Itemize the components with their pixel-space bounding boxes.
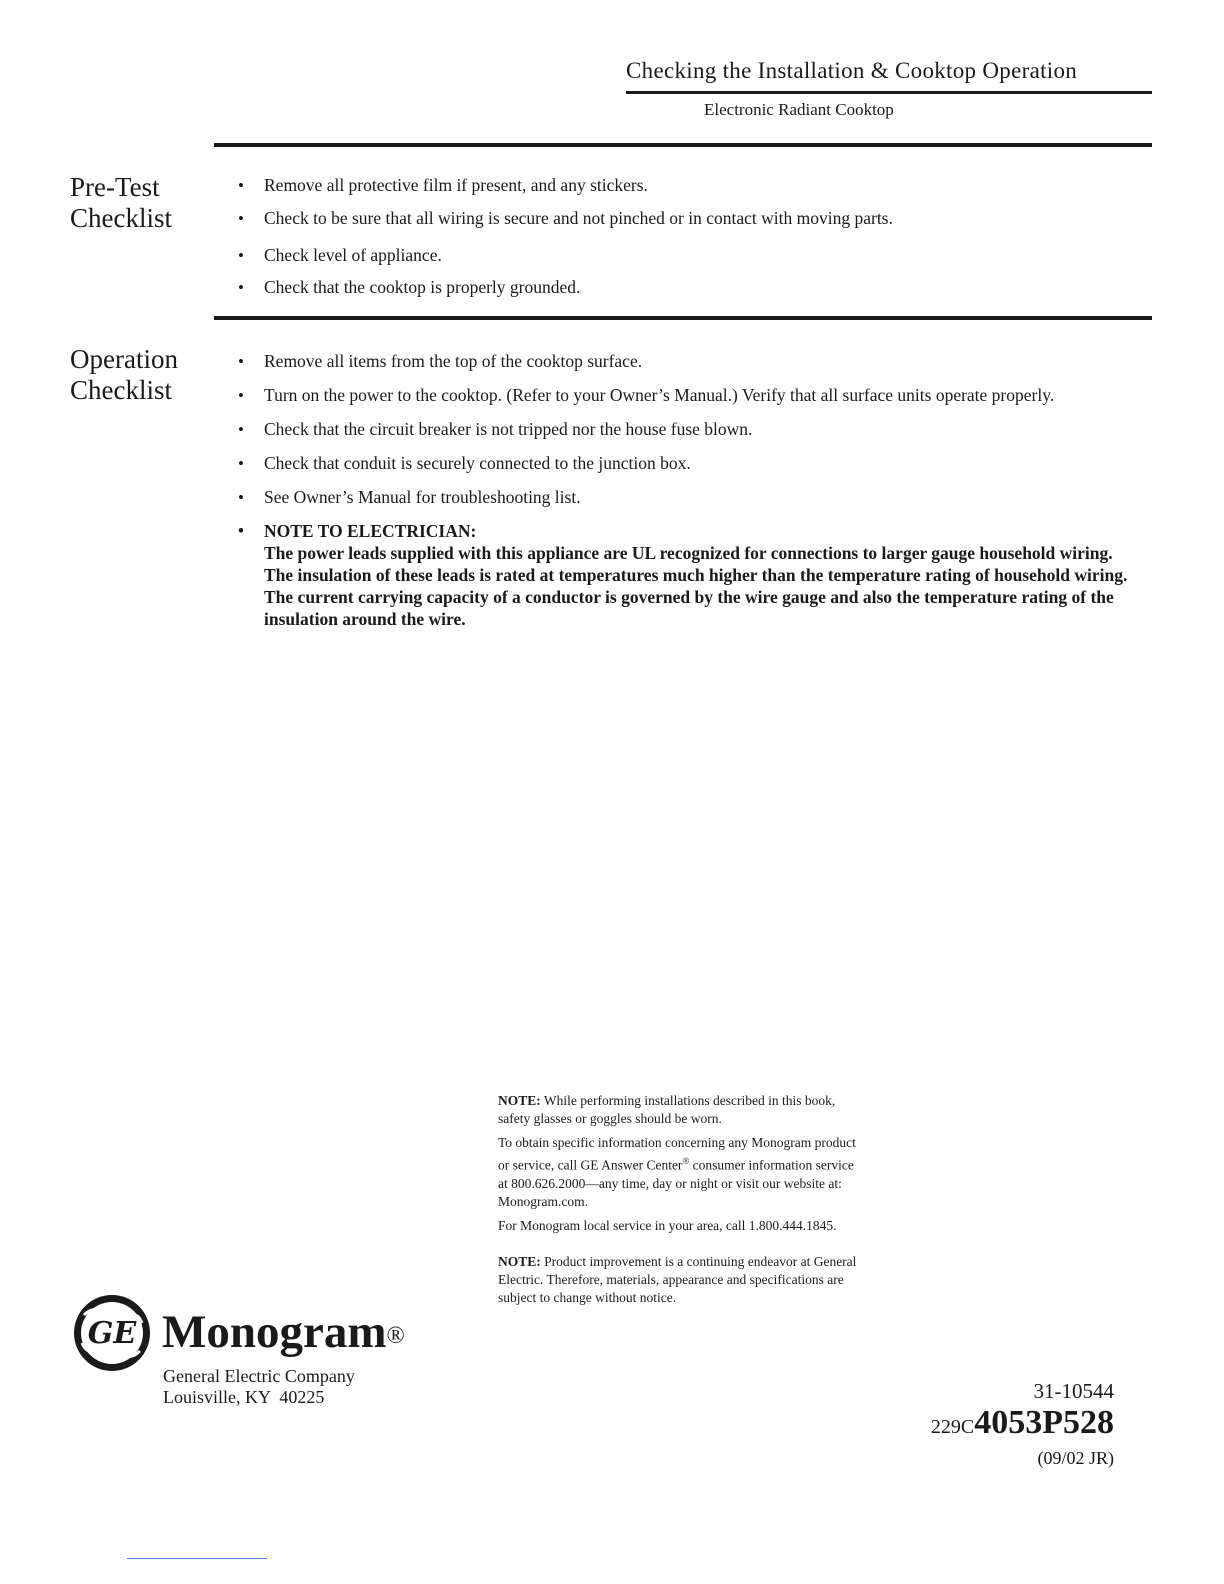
safety-note	[498, 1092, 858, 1128]
operation-heading-line1: Operation	[70, 344, 178, 374]
pretest-checklist	[238, 175, 1128, 298]
title-underline	[626, 91, 1152, 94]
ge-logo-icon	[72, 1293, 152, 1373]
list-item-text: See Owner’s Manual for troubleshooting list.	[264, 487, 581, 507]
list-item	[238, 208, 1128, 229]
brand-name	[162, 1306, 405, 1358]
electrician-note-text: The power leads supplied with this appliance are UL recognized for connections to larger gauge household wiring. The insulation of these leads is rated at temperatures much higher than the temperature rating of household wiring. The current carrying capacity of a conductor is governed by the wire gauge and also the temperature rating of the insulation around the wire.	[264, 543, 1128, 629]
document-number: 31-10544	[1033, 1379, 1114, 1403]
list-item	[238, 351, 1128, 372]
list-item	[238, 175, 1128, 196]
bullet-icon: •	[238, 420, 244, 439]
list-item-text: Check that conduit is securely connected to the junction box.	[264, 453, 691, 473]
notes-block	[498, 1092, 858, 1313]
bullet-icon: •	[238, 278, 244, 297]
bottom-line	[127, 1558, 267, 1559]
list-item	[238, 453, 1128, 474]
company-name: General Electric Company	[163, 1366, 355, 1386]
brand-name-text: Monogram	[162, 1306, 387, 1358]
improvement-note-text: Product improvement is a continuing endeavor at General Electric. Therefore, materials, appearance and specifications are subject to change without notice.	[498, 1253, 857, 1305]
pretest-heading	[70, 172, 172, 234]
list-item	[238, 385, 1128, 406]
bullet-icon: •	[238, 209, 244, 228]
operation-heading	[70, 344, 178, 406]
list-item	[238, 487, 1128, 508]
safety-note-label: NOTE:	[498, 1093, 541, 1108]
company-info	[163, 1366, 355, 1408]
pretest-section-rule	[214, 143, 1152, 147]
part-number-main: 4053P528	[974, 1404, 1114, 1441]
list-item	[238, 419, 1128, 440]
bullet-icon: •	[238, 386, 244, 405]
list-item	[238, 277, 1128, 298]
bullet-icon: •	[238, 246, 244, 265]
info-note-registered: ®	[682, 1156, 690, 1166]
improvement-note-label: NOTE:	[498, 1253, 541, 1269]
bullet-icon: •	[238, 176, 244, 195]
electrician-note	[238, 520, 1128, 630]
list-item-text: Check that the circuit breaker is not tripped nor the house fuse blown.	[264, 419, 753, 439]
part-number	[931, 1404, 1114, 1446]
safety-note-text: While performing installations described in this book, safety glasses or goggles should be worn.	[498, 1093, 836, 1126]
list-item-text: Check that the cooktop is properly grounded.	[264, 277, 581, 297]
list-item	[238, 245, 1128, 266]
list-item-text: Remove all protective film if present, and any stickers.	[264, 175, 648, 195]
list-item-text: Check level of appliance.	[264, 245, 442, 265]
brand-registered-mark: ®	[386, 1323, 405, 1349]
improvement-note	[498, 1253, 858, 1307]
bullet-icon: •	[238, 352, 244, 371]
operation-checklist	[238, 351, 1128, 630]
list-item-text: Check to be sure that all wiring is secure and not pinched or in contact with moving parts.	[264, 208, 893, 228]
bullet-icon: •	[238, 488, 244, 507]
electrician-note-title: NOTE TO ELECTRICIAN:	[264, 521, 477, 541]
local-service-note: For Monogram local service in your area, call 1.800.444.1845.	[498, 1217, 837, 1233]
date-code: (09/02 JR)	[1037, 1448, 1114, 1468]
ge-logo-text: GE	[87, 1316, 137, 1351]
pretest-heading-line2: Checklist	[70, 203, 172, 233]
info-note	[498, 1134, 858, 1211]
page-title: Checking the Installation & Cooktop Operation	[626, 58, 1078, 83]
operation-section-rule	[214, 316, 1152, 320]
pretest-heading-line1: Pre-Test	[70, 172, 160, 202]
page-subtitle: Electronic Radiant Cooktop	[704, 100, 894, 119]
company-address: Louisville, KY 40225	[163, 1387, 325, 1407]
bullet-icon: •	[238, 454, 244, 473]
info-note-text-a: To obtain specific information concerning any Monogram product or service, call GE Answer Center	[498, 1135, 856, 1173]
list-item-text: Turn on the power to the cooktop. (Refer to your Owner’s Manual.) Verify that all surface units operate properly.	[264, 385, 1055, 405]
list-item-text: Remove all items from the top of the cooktop surface.	[264, 351, 643, 371]
part-number-prefix: 229C	[930, 1416, 975, 1438]
info-note-text-b: consumer information service at 800.626.2000—any time, day or night or visit our website at: Monogram.com.	[498, 1157, 854, 1209]
bullet-icon: •	[238, 521, 244, 540]
document-codes	[931, 1378, 1114, 1470]
operation-heading-line2: Checklist	[70, 375, 172, 405]
